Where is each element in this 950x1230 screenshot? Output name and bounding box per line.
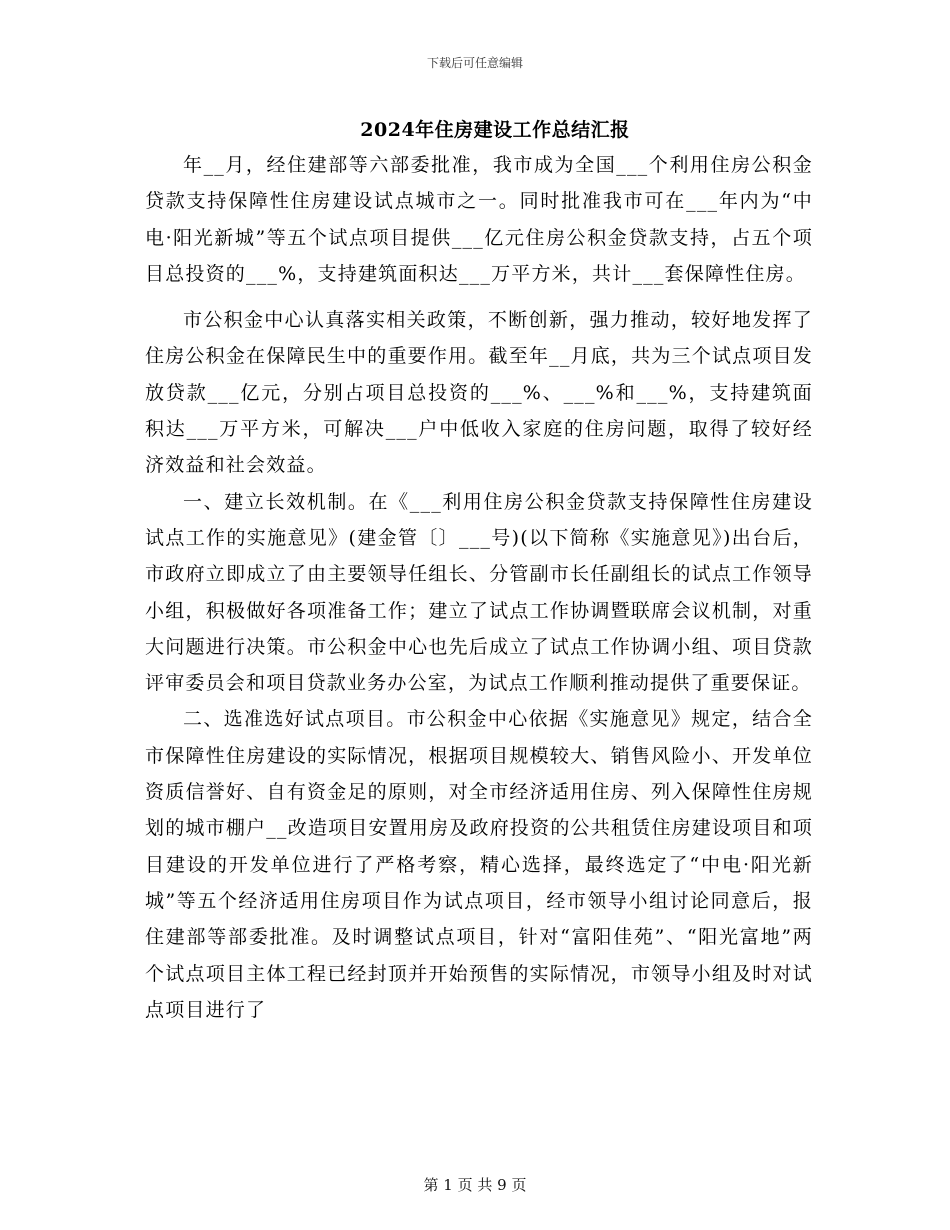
page-header-note: 下载后可任意编辑 xyxy=(426,56,523,70)
paragraph-mechanism: 一、建立长效机制。在《___利用住房公积金贷款支持保障性住房建设试点工作的实施意见》(建金管〔〕___号)(以下简称《实施意见》)出台后，市政府立即成立了由主要领导任组长、分管副市长任副组长的试点工作领导小组，积极做好各项准备工作；建立了试点工作协调暨联席会议机制，对重大问题进行决策。市公积金中心也先后成立了试点工作协调小组、项目贷款评审委员会和项目贷款业务办公室，为试点工作顺利推动提供了重要保证。 xyxy=(145,490,813,695)
paragraph-project-selection: 二、选准选好试点项目。市公积金中心依据《实施意见》规定，结合全市保障性住房建设的实际情况，根据项目规模较大、销售风险小、开发单位资质信誉好、自有资金足的原则，对全市经济适用住房、列入保障性住房规划的城市棚户__改造项目安置用房及政府投资的公共租赁住房建设项目和项目建设的开发单位进行了严格考察，精心选择，最终选定了“中电·阳光新城”等五个经济适用住房项目作为试点项目，经市领导小组讨论同意后，报住建部等部委批准。及时调整试点项目，针对“富阳佳苑”、“阳光富地”两个试点项目主体工程已经封顶并开始预售的实际情况，市领导小组及时对试点项目进行了 xyxy=(145,708,813,1021)
paragraph-progress: 市公积金中心认真落实相关政策，不断创新，强力推动，较好地发挥了住房公积金在保障民生中的重要作用。截至年__月底，共为三个试点项目发放贷款___亿元，分别占项目总投资的___%、___%和___%，支持建筑面积达___万平方米，可解决___户中低收入家庭的住房问题，取得了较好经济效益和社会效益。 xyxy=(145,309,813,477)
paragraph-intro: 年__月，经住建部等六部委批准，我市成为全国___个利用住房公积金贷款支持保障性住房建设试点城市之一。同时批准我市可在___年内为“中电·阳光新城”等五个试点项目提供___亿元住房公积金贷款支持，占五个项目总投资的___%，支持建筑面积达___万平方米，共计___套保障性住房。 xyxy=(145,154,813,285)
document-body xyxy=(145,147,813,1028)
page-number: 第 1 页 共 9 页 xyxy=(423,1176,527,1194)
document-title: 2024年住房建设工作总结汇报 xyxy=(360,119,630,141)
